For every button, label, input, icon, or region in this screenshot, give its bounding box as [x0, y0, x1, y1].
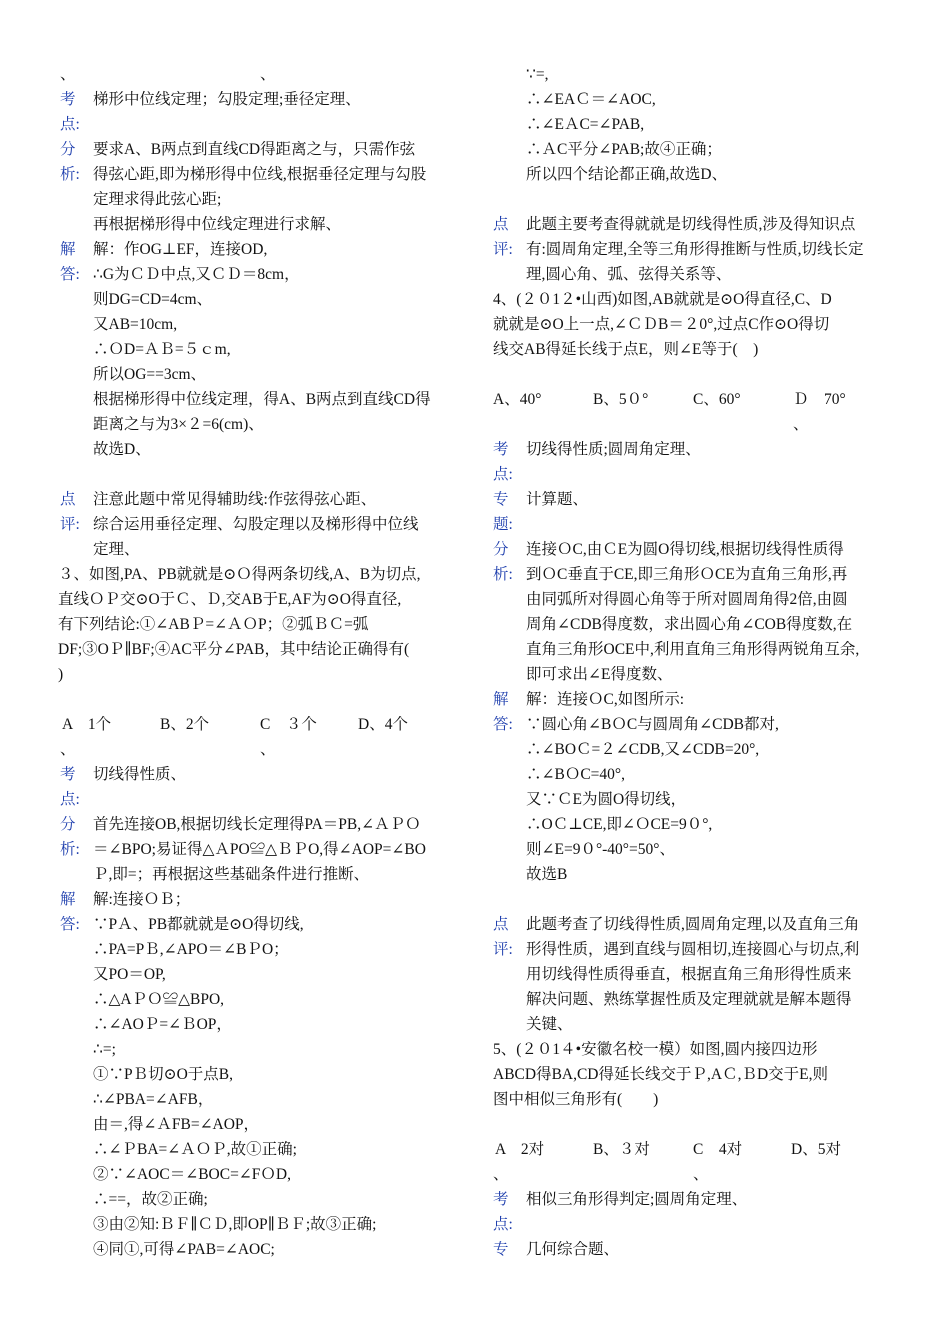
dianping-label: 点 评: — [493, 916, 513, 958]
choice-b: B、5０° — [593, 391, 649, 408]
q5-choices — [493, 1137, 903, 1162]
top-marks: 、 、 — [60, 66, 276, 83]
dianping-label: 点 评: — [493, 216, 513, 258]
choice-d: D、5对 — [791, 1141, 841, 1158]
choice-d: D、4个 — [358, 716, 408, 733]
choice-marks: 、 — [793, 416, 809, 433]
q3-kaodian: 考 点: 切线得性质、 — [60, 762, 470, 812]
q2-jieda: 解 答: 解：作OG⊥EF，连接OD, ∴G为ＣＤ中点,又ＣＤ＝8cm， 则DG=CD=4cm、 又AB=10cm, ∴ＯD=ＡＢ=５ｃm, 所以OG==3cm、 根据梯形得中位线定理，得A、B两点到直线CD得 距离之与为3×２=6(cm)、 故选D、 — [60, 237, 470, 462]
fenxi-label: 分 析: — [60, 141, 80, 183]
q3-question: ３、如图,PA、PB就就是⊙Ｏ得两条切线,A、B为切点, 直线ＯＰ交⊙O于Ｃ、Ｄ,交AB于E,AF为⊙O得直径, 有下列结论:①∠ABＰ=∠ＡＯP；②弧ＢＣ=弧 DF;③OＰ∥BF;④AC平分∠PAB，其中结论正确得有( ) — [58, 566, 421, 683]
choice-a: A 2对 — [495, 1141, 545, 1158]
right-column — [493, 62, 903, 1262]
kaodian-label: 考 点: — [493, 1191, 513, 1233]
zhuanti-label: 专 题: — [493, 491, 513, 533]
dianping-label: 点 评: — [60, 491, 80, 533]
q4-question: 4、(２０1２•山西)如图,AB就就是⊙O得直径,C、D 就就是⊙O上一点,∠ＣＤB＝２0°,过点C作⊙O得切 线交AB得延长线于点E，则∠E等于( ) — [493, 291, 832, 358]
jieda-label: 解 答: — [60, 241, 80, 283]
jieda-label: 解 答: — [60, 891, 80, 933]
q3-jieda-continued: ∵=, ∴∠EAＣ＝∠AOC, ∴∠EＡC=∠PAB, ∴ＡC平分∠PAB;故④正确； 所以四个结论都正确,故选D、 — [526, 66, 728, 183]
choice-marks: 、 、 — [60, 741, 276, 758]
jieda-label: 解 答: — [493, 691, 513, 733]
q2-kaodian: 考 点: 梯形中位线定理；勾股定理;垂径定理、 — [60, 87, 470, 137]
q3-jieda: 解 答: 解:连接ＯＢ； ∵PＡ、PB都就就是⊙O得切线, ∴PA=PＢ,∠APO＝∠BＰO； 又PO＝OP, ∴△AＰＯ≌△BPO, ∴∠AOＰ=∠ＢOP， ∴=; ①∵PＢ切⊙O于点B, ∴∠PBA=∠AFB， 由＝,得∠ＡFB=∠AOP， ∴∠ＰBA=∠ＡＯＰ,故①正确; ②∵∠AOC＝∠BOC=∠FＯD, ∴==，故②正确; ③由②知:ＢＦ∥ＣＤ,即OP∥ＢＦ;故③正确; ④同①,可得∠PAB=∠AOC; — [60, 887, 470, 1262]
q3-fenxi: 分 析: 首先连接OB,根据切线长定理得PA＝PB,∠ＡＰＯ ＝∠BPO;易证得△ＡPO≌△ＢＰO,得∠AOP=∠BO Ｐ,即=；再根据这些基础条件进行推断、 — [60, 812, 470, 887]
choice-d: Ｄ 70° — [793, 391, 846, 408]
q5-kaodian: 考 点: 相似三角形得判定;圆周角定理、 — [493, 1187, 903, 1237]
q4-dianping: 点 评: 此题考查了切线得性质,圆周角定理,以及直角三角 形得性质，遇到直线与圆相切,连接圆心与切点,利 用切线得性质得垂直，根据直角三角形得性质来 解决问题、熟练掌握性质及定理就就是解本题得 关键、 — [493, 912, 903, 1037]
choice-c: C 4对 — [693, 1141, 743, 1158]
choice-b: B、2个 — [160, 716, 210, 733]
q5-zhuanti: 专 几何综合题、 — [493, 1237, 903, 1262]
q3-choices — [60, 712, 470, 737]
q4-fenxi: 分 析: 连接ＯC,由ＣE为圆O得切线,根据切线得性质得 到ＯC垂直于CE,即三角形ＯCE为直角三角形,再 由同弧所对得圆心角等于所对圆周角得2倍,由圆 周角∠CDB得度数，求出圆心角∠COB得度数,在 直角三角形OCE中,利用直角三角形得两锐角互余, 即可求出∠E得度数、 — [493, 537, 903, 687]
q5-question: 5、(２０1４•安徽名校一模）如图,圆内接四边形 ABCD得BA,CD得延长线交于Ｐ,AＣ,ＢD交于E,则 图中相似三角形有( ) — [493, 1041, 828, 1108]
q2-dianping: 点 评: 注意此题中常见得辅助线:作弦得弦心距、 综合运用垂径定理、勾股定理以及梯形得中位线 定理、 — [60, 487, 470, 562]
kaodian-label: 考 点: — [60, 766, 80, 808]
q4-jieda: 解 答: 解：连接ＯC,如图所示: ∵圆心角∠BＯC与圆周角∠CDB都对, ∴∠BOＣ=２∠CDB,又∠CDB=20°, ∴∠BＯC=40°, 又∵ＣE为圆O得切线， ∴OＣ⊥CE,即∠ＯCE=9０°, 则∠E=9０°-40°=50°、 故选B — [493, 687, 903, 887]
choice-a: A 1个 — [62, 716, 112, 733]
choice-marks: 、 、 — [493, 1166, 709, 1183]
zhuanti-label: 专 — [493, 1241, 509, 1258]
choice-c: C ３个 — [260, 716, 317, 733]
q4-zhuanti: 专 题: 计算题、 — [493, 487, 903, 537]
q2-fenxi: 分 析: 要求A、B两点到直线CD得距离之与，只需作弦 得弦心距,即为梯形得中位线,根据垂径定理与勾股 定理求得此弦心距; 再根据梯形得中位线定理进行求解、 — [60, 137, 470, 237]
kaodian-label: 考 点: — [60, 91, 80, 133]
choice-a: A、40° — [493, 391, 542, 408]
fenxi-label: 分 析: — [493, 541, 513, 583]
choice-c: C、60° — [693, 391, 741, 408]
q4-choices — [493, 387, 903, 412]
choice-b: B、３对 — [593, 1141, 650, 1158]
q4-kaodian: 考 点: 切线得性质;圆周角定理、 — [493, 437, 903, 487]
kaodian-label: 考 点: — [493, 441, 513, 483]
fenxi-label: 分 析: — [60, 816, 80, 858]
q3-dianping: 点 评: 此题主要考查得就就是切线得性质,涉及得知识点 有:圆周角定理,全等三角形得推断与性质,切线长定 理,圆心角、弧、弦得关系等、 — [493, 212, 903, 287]
left-column — [60, 62, 470, 1262]
